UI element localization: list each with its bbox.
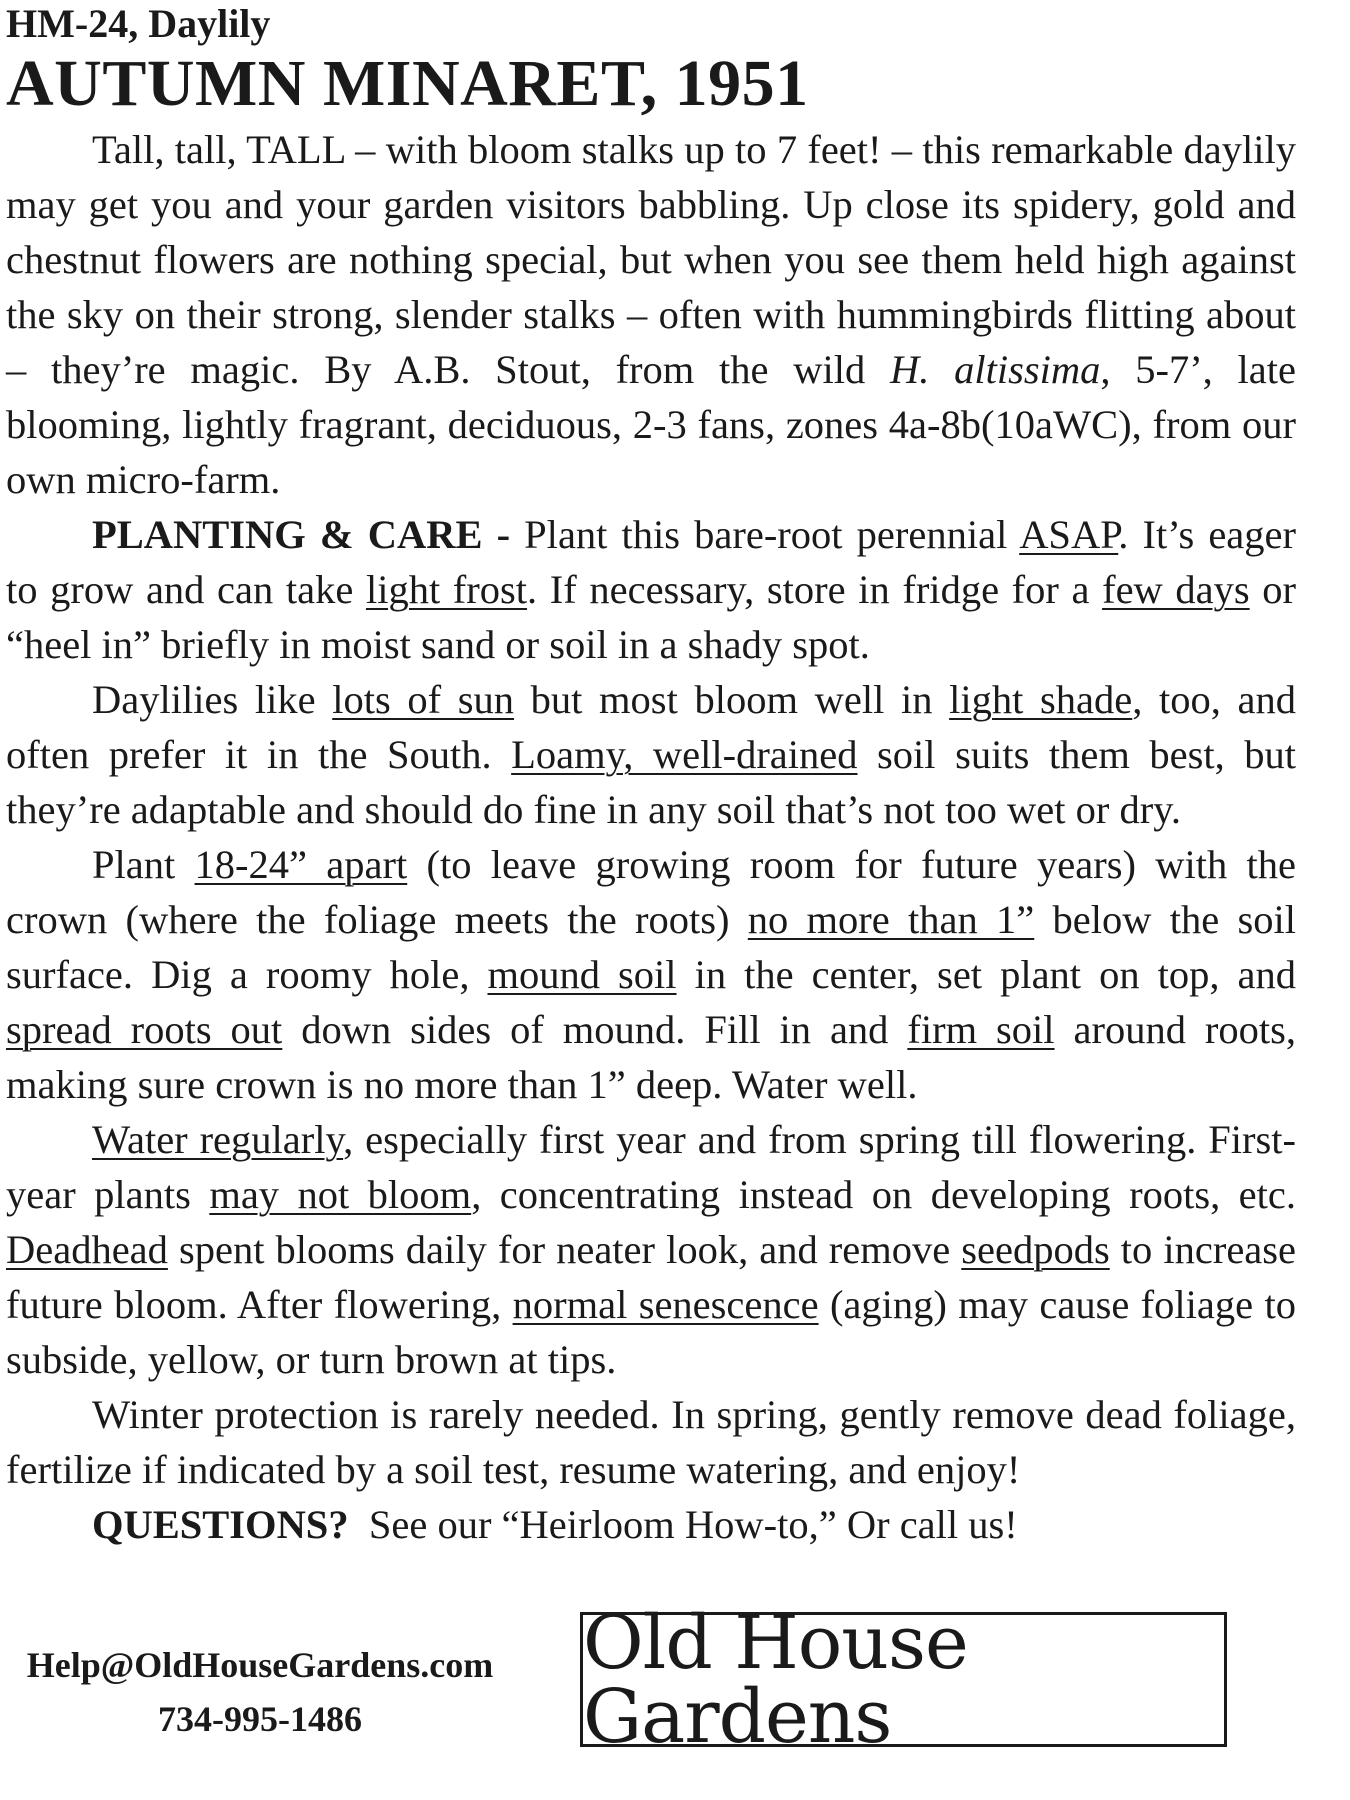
planting-care-heading: PLANTING & CARE - [92,512,511,557]
logo-wordmark: Old House Gardens [583,1599,968,1760]
watering-paragraph: Water regularly, especially first year and from spring till flowering. First-year plants may not bloom, concentrating instead on developing roots, etc. Deadhead spent blooms daily for neater look, and remove seedpods to increase future bloom. After flowering, normal senescence (aging) may cause foliage to subside, yellow, or turn brown at tips. [6,1117,1297,1382]
species-name: H. altissima [889,347,1101,392]
product-code: HM-24, Daylily [6,1,271,46]
planting-care-paragraph: PLANTING & CARE - Plant this bare-root perennial ASAP. It’s eager to grow and can take light frost. If necessary, store in fridge for a few days or “heel in” briefly in moist sand or soil in a shady spot. [6,512,1296,667]
description-paragraph: Tall, tall, TALL – with bloom stalks up to 7 feet! – this remarkable daylily may get you and your garden visitors babbling. Up close its spidery, gold and chestnut flowers are nothing special, but when you see them held high against the sky on their strong, slender stalks – often with hummingbirds flitting about – they’re magic. By A.B. Stout, from the wild H. altissima, 5-7’, late blooming, lightly fragrant, deciduous, 2-3 fans, zones 4a-8b(10aWC), from our own micro-farm. [6,127,1296,502]
instruction-sheet [6,0,1296,1552]
sun-soil-paragraph: Daylilies like lots of sun but most bloom well in light shade, too, and often prefer it in the South. Loamy, well-drained soil suits them best, but they’re adaptable and should do fine in any soil that’s not too wet or dry. [6,677,1296,832]
winter-paragraph: Winter protection is rarely needed. In spring, gently remove dead foliage, fertilize if indicated by a soil test, resume watering, and enjoy! [6,1392,1296,1492]
page-title: AUTUMN MINARET, 1951 [6,47,809,120]
body-text [6,122,1296,1552]
company-logo [580,1599,1227,1760]
questions-heading: QUESTIONS? [92,1502,349,1547]
contact-info [10,1638,510,1746]
contact-phone: 734-995-1486 [158,1699,362,1739]
contact-email[interactable]: Help@OldHouseGardens.com [26,1645,494,1685]
questions-paragraph: QUESTIONS? See our “Heirloom How-to,” Or call us! [92,1502,1018,1547]
planting-depth-paragraph: Plant 18-24” apart (to leave growing room for future years) with the crown (where the foliage meets the roots) no more than 1” below the soil surface. Dig a roomy hole, mound soil in the center, set plant on top, and spread roots out down sides of mound. Fill in and firm soil around roots, making sure crown is no more than 1” deep. Water well. [6,842,1297,1107]
